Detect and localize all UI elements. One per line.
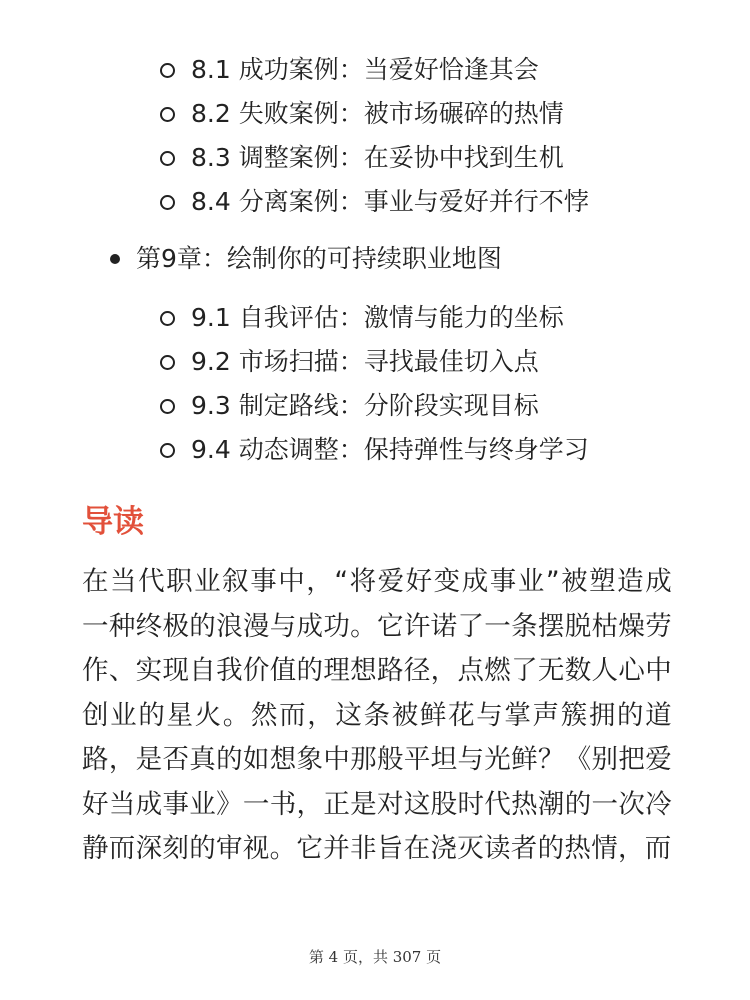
toc-item-label: 9.3 制定路线：分阶段实现目标 xyxy=(191,391,539,420)
toc-item-label: 8.3 调整案例：在妥协中找到生机 xyxy=(191,143,564,172)
toc-chapter-label: 第9章：绘制你的可持续职业地图 xyxy=(136,244,502,273)
circle-bullet-icon xyxy=(160,311,175,326)
toc-item-label: 9.1 自我评估：激情与能力的坐标 xyxy=(191,303,564,332)
toc-item-8-3[interactable] xyxy=(160,136,564,180)
toc-item-8-2[interactable] xyxy=(160,92,564,136)
toc-item-label: 8.2 失败案例：被市场碾碎的热情 xyxy=(191,99,564,128)
circle-bullet-icon xyxy=(160,151,175,166)
toc-item-9-4[interactable] xyxy=(160,428,589,472)
toc-item-9-2[interactable] xyxy=(160,340,539,384)
circle-bullet-icon xyxy=(160,195,175,210)
toc-item-8-4[interactable] xyxy=(160,180,589,224)
section-heading: 导读 xyxy=(82,504,144,540)
toc-item-9-1[interactable] xyxy=(160,296,564,340)
circle-bullet-icon xyxy=(160,399,175,414)
toc-chapter-9[interactable] xyxy=(110,237,502,281)
page-number-footer: 第 4 页，共 307 页 xyxy=(308,948,442,966)
toc-item-label: 9.2 市场扫描：寻找最佳切入点 xyxy=(191,347,539,376)
toc-item-9-3[interactable] xyxy=(160,384,539,428)
toc-item-label: 8.4 分离案例：事业与爱好并行不悖 xyxy=(191,187,589,216)
circle-bullet-icon xyxy=(160,355,175,370)
toc-item-8-1[interactable] xyxy=(160,48,539,92)
disc-bullet-icon xyxy=(110,254,120,264)
toc-item-label: 9.4 动态调整：保持弹性与终身学习 xyxy=(191,435,589,464)
circle-bullet-icon xyxy=(160,63,175,78)
intro-paragraph: 在当代职业叙事中，“将爱好变成事业”被塑造成一种终极的浪漫与成功。它许诺了一条摆脱枯燥劳作、实现自我价值的理想路径，点燃了无数人心中创业的星火。然而，这条被鲜花与掌声簇拥的道路，是否真的如想象中那般平坦与光鲜？《别把爱好当成事业》一书，正是对这股时代热潮的一次冷静而深刻的审视。它并非旨在浇灭读者的热情，而 xyxy=(82,566,672,864)
toc-item-label: 8.1 成功案例：当爱好恰逢其会 xyxy=(191,55,539,84)
circle-bullet-icon xyxy=(160,107,175,122)
circle-bullet-icon xyxy=(160,443,175,458)
